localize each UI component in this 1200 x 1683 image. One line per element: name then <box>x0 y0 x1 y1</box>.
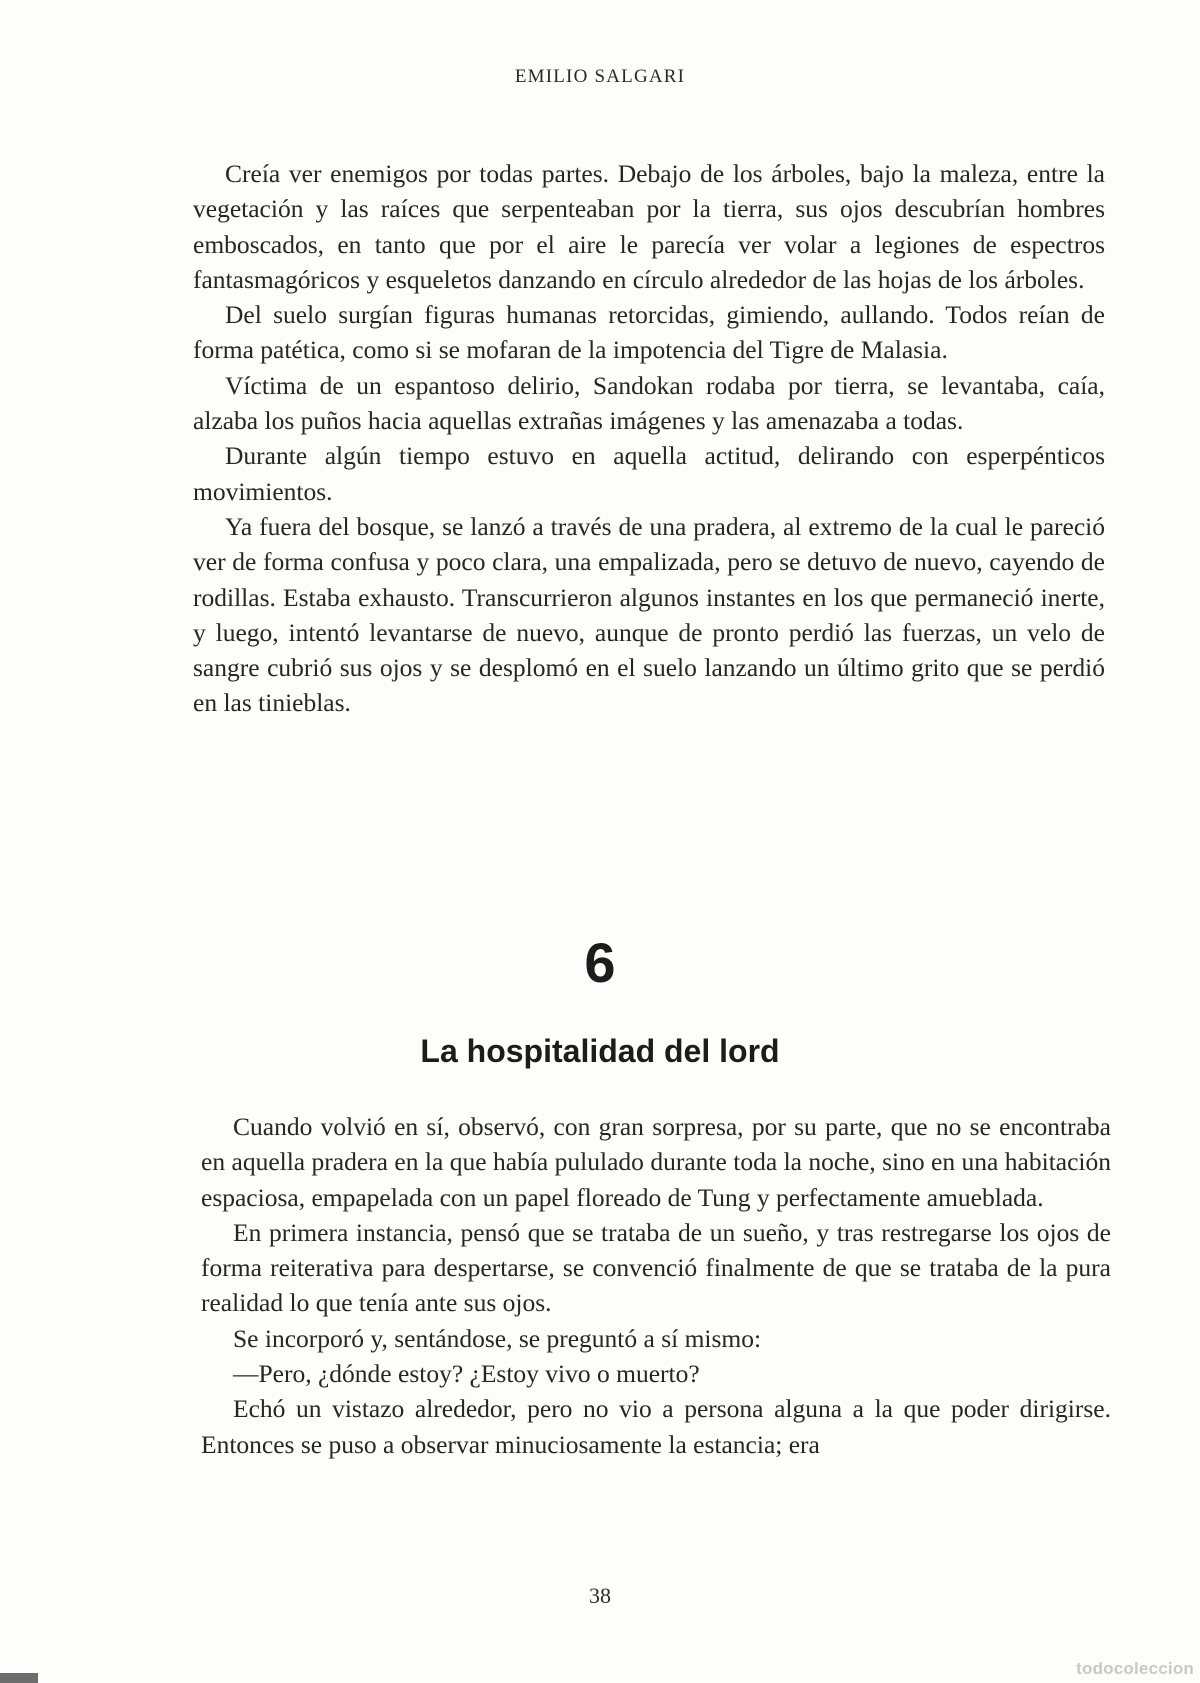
paragraph: Se incorporó y, sentándose, se preguntó a sí mismo: <box>233 1323 762 1353</box>
paragraph: Durante algún tiempo estuvo en aquella actitud, delirando con esperpénticos movimientos. <box>193 441 1105 506</box>
paragraph: En primera instancia, pensó que se trataba de un sueño, y tras restregarse los ojos de forma reiterativa para despertarse, se convenció finalmente de que se trataba de la pura realidad lo que tenía ante sus ojos. <box>201 1217 1111 1318</box>
chapter-number: 6 <box>584 931 616 994</box>
chapter-title: La hospitalidad del lord <box>420 1033 780 1069</box>
running-head: EMILIO SALGARI <box>514 66 686 87</box>
paragraph: Creía ver enemigos por todas partes. Debajo de los árboles, bajo la maleza, entre la vegetación y las raíces que serpenteaban por la tierra, sus ojos descubrían hombres emboscados, en tanto que por el aire le parecía ver volar a legiones de espectros fantasmagóricos y esqueletos danzando en círculo alrededor de las hojas de los árboles. <box>193 159 1105 294</box>
dialog-line: —Pero, ¿dónde estoy? ¿Estoy vivo o muerto? <box>233 1359 700 1389</box>
paragraph: Víctima de un espantoso delirio, Sandokan rodaba por tierra, se levantaba, caía, alzaba los puños hacia aquellas extrañas imágenes y las amenazaba a todas. <box>193 370 1105 436</box>
text-block-chapter-start <box>201 1109 1111 1462</box>
text-block-before-chapter <box>193 156 1105 721</box>
scan-corner-mark <box>0 1673 38 1683</box>
paragraph: Cuando volvió en sí, observó, con gran sorpresa, por su parte, que no se encontraba en aquella pradera en la que había pululado durante toda la noche, sino en una habitación espaciosa, empapelada con un papel floreado de Tung y perfectamente amueblada. <box>201 1112 1111 1212</box>
paragraph: Del suelo surgían figuras humanas retorcidas, gimiendo, aullando. Todos reían de forma patética, como si se mofaran de la impotencia del Tigre de Malasia. <box>193 300 1105 365</box>
paragraph: Echó un vistazo alrededor, pero no vio a persona alguna a la que poder dirigirse. Entonces se puso a observar minuciosamente la estancia; era <box>201 1394 1111 1459</box>
paragraph: Ya fuera del bosque, se lanzó a través de una pradera, al extremo de la cual le pareció ver de forma confusa y poco clara, una empalizada, pero se detuvo de nuevo, cayendo de rodillas. Estaba exhausto. Transcurrieron algunos instantes en los que permaneció inerte, y luego, intentó levantarse de nuevo, aunque de pronto perdió las fuerzas, un velo de sangre cubrió sus ojos y se desplomó en el suelo lanzando un último grito que se perdió en las tinieblas. <box>193 511 1105 718</box>
watermark: todocoleccion <box>1076 1659 1194 1678</box>
page-number: 38 <box>589 1583 611 1608</box>
